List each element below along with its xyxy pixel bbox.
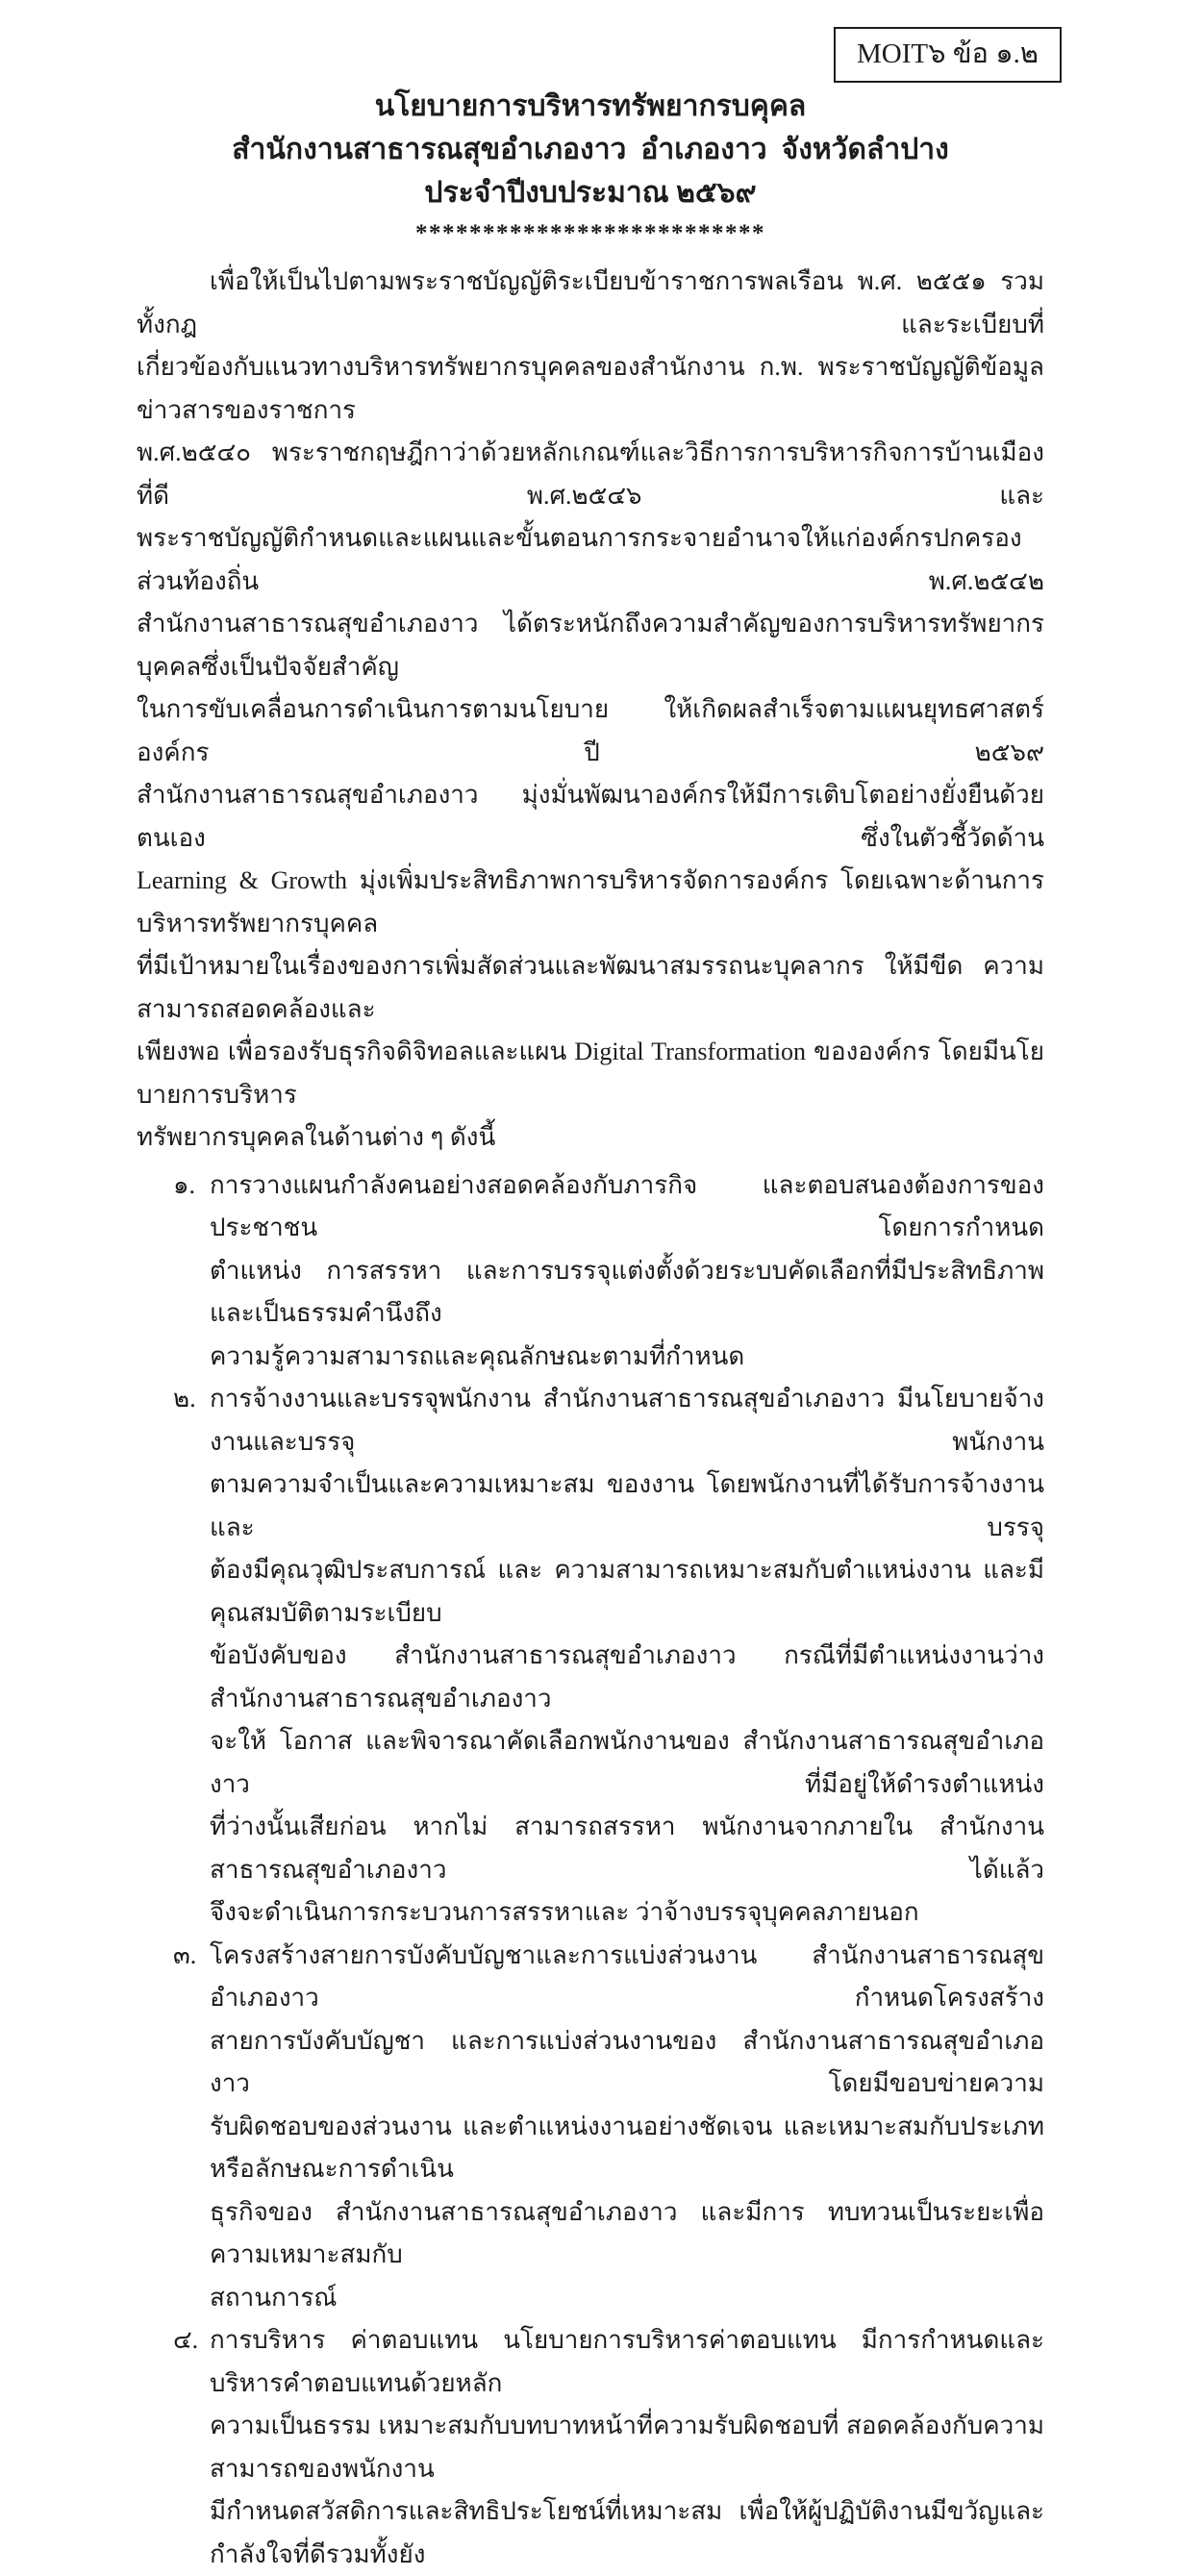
policy-item-3 [137,1935,1044,2320]
document-title-line-3: ประจำปีงบประมาณ ๒๕๖๙ [137,171,1044,214]
text-line: สถานการณ์ [210,2277,1044,2320]
document-title-line-1: นโยบายการบริหารทรัพยากรบคุคล [137,85,1044,128]
policy-item-2 [137,1378,1044,1935]
text-line: ความรู้ความสามารถและคุณลักษณะตามที่กำหนด [210,1336,1044,1379]
text-line: Learning & Growth มุ่งเพิ่มประสิทธิภาพการบริหารจัดการองค์กร โดยเฉพาะด้านการบริหารทรัพยากรบุคคล [137,860,1044,945]
text-line: เพียงพอ เพื่อรองรับธุรกิจดิจิทอลและแผน Digital Transformation ขององค์กร โดยมีนโยบายการบริหาร [137,1031,1044,1116]
text-line: ธุรกิจของ สำนักงานสาธารณสุขอำเภองาว และมีการ ทบทวนเป็นระยะเพื่อความเหมาะสมกับ [210,2191,1044,2277]
text-line: ต้องมีคุณวุฒิประสบการณ์ และ ความสามารถเหมาะสมกับตำแหน่งงาน และมี คุณสมบัติตามระเบียบ [210,1549,1044,1635]
item-number: ๓. [173,1935,196,1978]
text-line: ความเป็นธรรม เหมาะสมกับบทบาทหน้าที่ความรับผิดชอบที่ สอดคล้องกับความสามารถของพนักงาน [210,2405,1044,2490]
text-line: ที่มีเป้าหมายในเรื่องของการเพิ่มสัดส่วนและพัฒนาสมรรถนะบุคลากร ให้มีขีด ความสามารถสอดคล้องและ [137,945,1044,1031]
text-line: ตำแหน่ง การสรรหา และการบรรจุแต่งตั้งด้วยระบบคัดเลือกที่มีประสิทธิภาพและเป็นธรรมคำนึงถึง [210,1250,1044,1336]
item-number: ๒. [173,1378,196,1421]
text-line: เกี่ยวข้องกับแนวทางบริหารทรัพยากรบุคคลของสำนักงาน ก.พ. พระราชบัญญัติข้อมูลข่าวสารของราชการ [137,346,1044,432]
item-text [210,1164,1044,1379]
text-line: ทรัพยากรบุคคลในด้านต่าง ๆ ดังนี้ [137,1116,1044,1160]
text-line: จะให้ โอกาส และพิจารณาคัดเลือกพนักงานของ สำนักงานสาธารณสุขอำเภองาว ที่มีอยู่ให้ดำรงตำแหน่ง [210,1720,1044,1806]
text-line: ตามความจำเป็นและความเหมาะสม ของงาน โดยพนักงานที่ได้รับการจ้างงานและ บรรจุ [210,1463,1044,1549]
text-line: พระราชบัญญัติกำหนดและแผนและขั้นตอนการกระจายอำนาจให้แก่องค์กรปกครองส่วนท้องถิ่น พ.ศ.๒๕๔๒ [137,517,1044,603]
text-line: สำนักงานสาธารณสุขอำเภองาว มุ่งมั่นพัฒนาองค์กรให้มีการเติบโตอย่างยั่งยืนด้วยตนเอง ซึ่งในตัวชี้วัดด้าน [137,774,1044,860]
text-line: โครงสร้างสายการบังคับบัญชาและการแบ่งส่วนงาน สำนักงานสาธารณสุขอำเภองาว กำหนดโครงสร้าง [210,1935,1044,2020]
text-line: เพื่อให้เป็นไปตามพระราชบัญญัติระเบียบข้าราชการพลเรือน พ.ศ. ๒๕๕๑ รวมทั้งกฎ และระเบียบที่ [137,261,1044,346]
document-title-line-2: สำนักงานสาธารณสุขอำเภองาว อำเภองาว จังหวัดลำปาง [137,128,1044,171]
policy-item-4 [137,2319,1044,2576]
item-text [210,1935,1044,2320]
policy-list [137,1164,1044,2576]
item-text [210,2319,1044,2576]
title-block [137,85,1044,253]
text-line: จึงจะดำเนินการกระบวนการสรรหาและ ว่าจ้างบรรจุบุคคลภายนอก [210,1891,1044,1935]
text-line: ข้อบังคับของ สำนักงานสาธารณสุขอำเภองาว กรณีที่มีตำแหน่งงานว่าง สำนักงานสาธารณสุขอำเภองาว [210,1635,1044,1720]
text-line: ที่ว่างนั้นเสียก่อน หากไม่ สามารถสรรหา พนักงานจากภายใน สำนักงานสาธารณสุขอำเภองาว ได้แล้ว [210,1806,1044,1891]
item-number: ๑. [173,1164,195,1208]
document-code-badge [834,27,1062,83]
text-line: การวางแผนกำลังคนอย่างสอดคล้องกับภารกิจ และตอบสนองต้องการของประชาชน โดยการกำหนด [210,1164,1044,1250]
item-text [210,1378,1044,1935]
text-line: พ.ศ.๒๕๔๐ พระราชกฤษฎีกาว่าด้วยหลักเกณฑ์และวิธีการการบริหารกิจการบ้านเมืองที่ดี พ.ศ.๒๕๔๖ และ [137,432,1044,517]
document-content [137,85,1044,2576]
text-line: สายการบังคับบัญชา และการแบ่งส่วนงานของ สำนักงานสาธารณสุขอำเภองาว โดยมีขอบข่ายความ [210,2020,1044,2106]
text-line: การบริหาร ค่าตอบแทน นโยบายการบริหารค่าตอบแทน มีการกำหนดและ บริหารคำตอบแทนด้วยหลัก [210,2319,1044,2405]
text-line: มีกำหนดสวัสดิการและสิทธิประโยชน์ที่เหมาะสม เพื่อให้ผู้ปฏิบัติงานมีขวัญและกำลังใจที่ดีรวมทั้งยัง [210,2490,1044,2576]
document-code-label: MOIT๖ ข้อ ๑.๒ [857,38,1039,69]
text-line: ในการขับเคลื่อนการดำเนินการตามนโยบาย ให้เกิดผลสำเร็จตามแผนยุทธศาสตร์ องค์กร ปี ๒๕๖๙ [137,688,1044,774]
stars-divider: ************************** [137,214,1044,253]
item-number: ๔. [173,2319,198,2363]
text-line: การจ้างงานและบรรจุพนักงาน สำนักงานสาธารณสุขอำเภองาว มีนโยบายจ้างงานและบรรจุ พนักงาน [210,1378,1044,1463]
intro-paragraph [137,261,1044,1160]
text-line: สำนักงานสาธารณสุขอำเภองาว ได้ตระหนักถึงความสำคัญของการบริหารทรัพยากรบุคคลซึ่งเป็นปัจจัยสำคัญ [137,603,1044,688]
policy-item-1 [137,1164,1044,1379]
text-line: รับผิดชอบของส่วนงาน และตำแหน่งงานอย่างชัดเจน และเหมาะสมกับประเภทหรือลักษณะการดำเนิน [210,2106,1044,2191]
